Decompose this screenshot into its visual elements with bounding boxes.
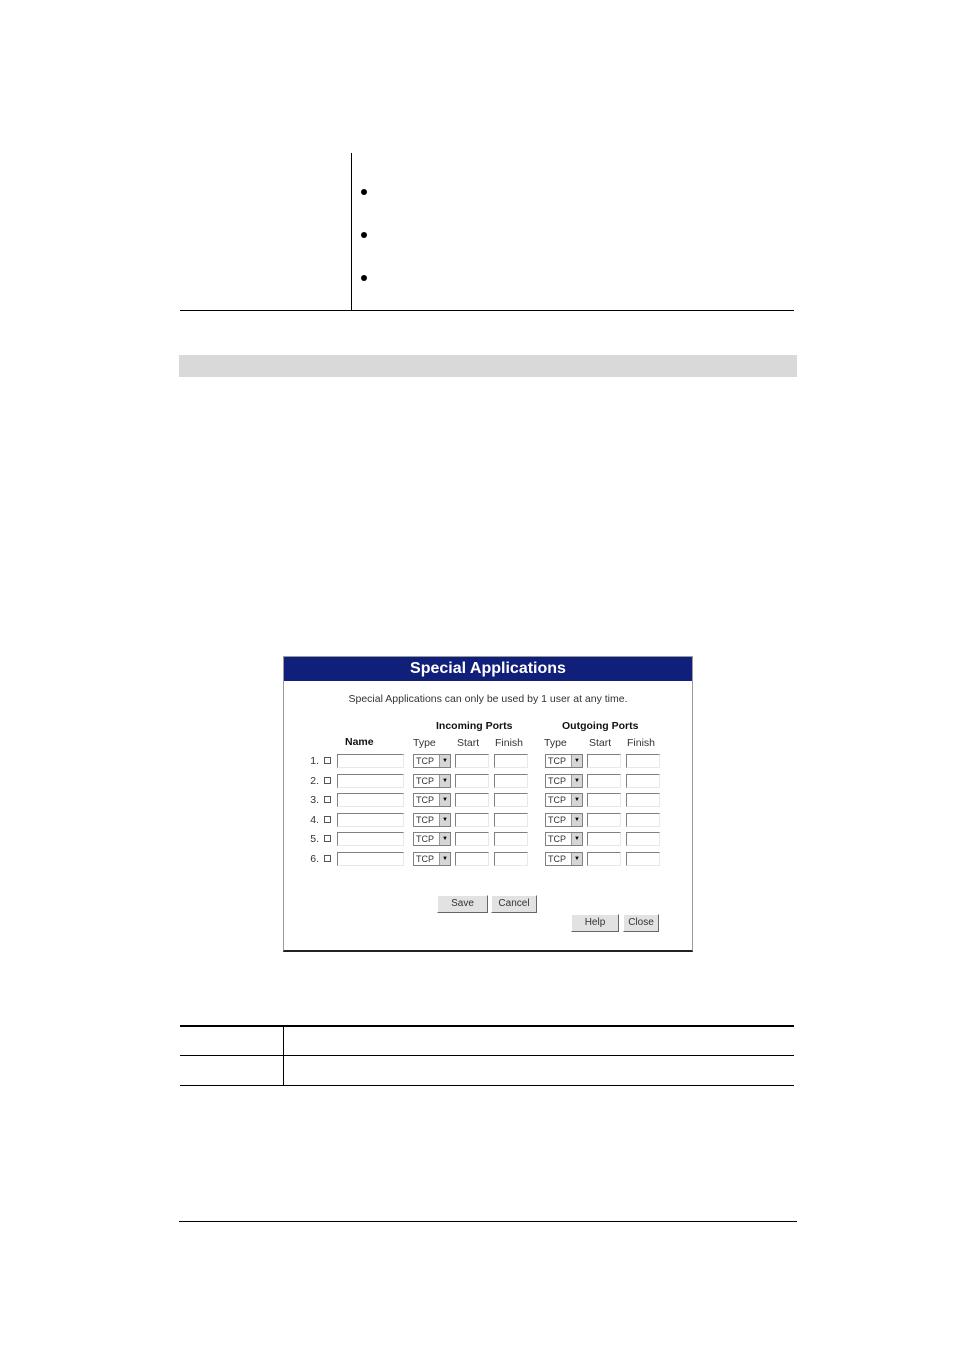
outgoing-type-select[interactable] <box>545 832 583 846</box>
incoming-finish-input[interactable] <box>494 754 528 768</box>
incoming-type-value: TCP <box>416 776 434 786</box>
row-number: 3. <box>310 794 319 806</box>
name-input[interactable] <box>337 813 404 827</box>
incoming-type-select[interactable] <box>413 754 451 768</box>
incoming-start-input[interactable] <box>455 754 489 768</box>
column-incoming-type: Type <box>413 737 436 749</box>
incoming-type-value: TCP <box>416 854 434 864</box>
name-input[interactable] <box>337 774 404 788</box>
outgoing-finish-input[interactable] <box>626 774 660 788</box>
bullet-item <box>361 232 367 238</box>
dropdown-arrow-icon: ▼ <box>439 755 450 767</box>
help-button[interactable]: Help <box>571 914 619 932</box>
table-top-rule <box>180 1025 794 1027</box>
table-row-rule <box>180 1055 794 1056</box>
enable-checkbox[interactable] <box>324 757 331 764</box>
outgoing-type-select[interactable] <box>545 793 583 807</box>
column-outgoing-finish: Finish <box>627 737 656 749</box>
name-input[interactable] <box>337 832 404 846</box>
outgoing-finish-input[interactable] <box>626 832 660 846</box>
incoming-start-input[interactable] <box>455 793 489 807</box>
outgoing-type-value: TCP <box>548 795 566 805</box>
close-button[interactable]: Close <box>623 914 659 932</box>
incoming-type-select[interactable] <box>413 832 451 846</box>
dropdown-arrow-icon: ▼ <box>439 853 450 865</box>
enable-checkbox[interactable] <box>324 855 331 862</box>
outgoing-type-select[interactable] <box>545 852 583 866</box>
section-heading-bar <box>179 355 797 377</box>
enable-checkbox[interactable] <box>324 816 331 823</box>
incoming-start-input[interactable] <box>455 832 489 846</box>
usage-note: Special Applications can only be used by 1 user at any time. <box>348 693 628 705</box>
dropdown-arrow-icon: ▼ <box>439 814 450 826</box>
outgoing-start-input[interactable] <box>587 813 621 827</box>
outgoing-start-input[interactable] <box>587 754 621 768</box>
dropdown-arrow-icon: ▼ <box>571 775 582 787</box>
row-number: 5. <box>310 833 319 845</box>
save-button[interactable]: Save <box>437 895 488 913</box>
outgoing-start-input[interactable] <box>587 793 621 807</box>
incoming-type-select[interactable] <box>413 813 451 827</box>
incoming-start-input[interactable] <box>455 813 489 827</box>
dropdown-arrow-icon: ▼ <box>439 833 450 845</box>
outgoing-type-select[interactable] <box>545 754 583 768</box>
table-bottom-rule <box>180 1085 794 1086</box>
column-incoming-start: Start <box>457 737 480 749</box>
incoming-type-select[interactable] <box>413 852 451 866</box>
enable-checkbox[interactable] <box>324 835 331 842</box>
outgoing-type-value: TCP <box>548 756 566 766</box>
footer-rule <box>179 1221 797 1222</box>
outgoing-type-value: TCP <box>548 854 566 864</box>
outgoing-finish-input[interactable] <box>626 754 660 768</box>
incoming-type-select[interactable] <box>413 793 451 807</box>
table-divider-vertical <box>283 1026 284 1085</box>
enable-checkbox[interactable] <box>324 777 331 784</box>
outgoing-type-value: TCP <box>548 834 566 844</box>
incoming-type-value: TCP <box>416 756 434 766</box>
column-name: Name <box>345 736 374 748</box>
row-number: 2. <box>310 775 319 787</box>
special-applications-panel <box>283 656 693 952</box>
incoming-type-value: TCP <box>416 834 434 844</box>
panel-title: Special Applications <box>284 657 692 681</box>
dropdown-arrow-icon: ▼ <box>571 794 582 806</box>
row-number: 1. <box>310 755 319 767</box>
incoming-type-value: TCP <box>416 795 434 805</box>
row-number: 6. <box>310 853 319 865</box>
table-bottom-rule <box>180 310 794 311</box>
outgoing-type-select[interactable] <box>545 774 583 788</box>
incoming-finish-input[interactable] <box>494 774 528 788</box>
dropdown-arrow-icon: ▼ <box>571 853 582 865</box>
name-input[interactable] <box>337 852 404 866</box>
incoming-start-input[interactable] <box>455 852 489 866</box>
outgoing-finish-input[interactable] <box>626 852 660 866</box>
enable-checkbox[interactable] <box>324 796 331 803</box>
outgoing-start-input[interactable] <box>587 852 621 866</box>
incoming-finish-input[interactable] <box>494 813 528 827</box>
outgoing-type-select[interactable] <box>545 813 583 827</box>
outgoing-finish-input[interactable] <box>626 793 660 807</box>
dropdown-arrow-icon: ▼ <box>571 755 582 767</box>
outgoing-start-input[interactable] <box>587 832 621 846</box>
row-number: 4. <box>310 814 319 826</box>
incoming-ports-header: Incoming Ports <box>436 720 513 732</box>
name-input[interactable] <box>337 793 404 807</box>
outgoing-start-input[interactable] <box>587 774 621 788</box>
outgoing-type-value: TCP <box>548 815 566 825</box>
outgoing-ports-header: Outgoing Ports <box>562 720 639 732</box>
incoming-type-select[interactable] <box>413 774 451 788</box>
column-incoming-finish: Finish <box>495 737 524 749</box>
incoming-finish-input[interactable] <box>494 832 528 846</box>
outgoing-type-value: TCP <box>548 776 566 786</box>
outgoing-finish-input[interactable] <box>626 813 660 827</box>
column-outgoing-start: Start <box>589 737 612 749</box>
incoming-finish-input[interactable] <box>494 793 528 807</box>
table-divider-vertical <box>351 153 352 311</box>
dropdown-arrow-icon: ▼ <box>439 775 450 787</box>
incoming-type-value: TCP <box>416 815 434 825</box>
dropdown-arrow-icon: ▼ <box>571 833 582 845</box>
name-input[interactable] <box>337 754 404 768</box>
bullet-item <box>361 275 367 281</box>
incoming-start-input[interactable] <box>455 774 489 788</box>
cancel-button[interactable]: Cancel <box>491 895 537 913</box>
dropdown-arrow-icon: ▼ <box>439 794 450 806</box>
dropdown-arrow-icon: ▼ <box>571 814 582 826</box>
column-outgoing-type: Type <box>544 737 567 749</box>
incoming-finish-input[interactable] <box>494 852 528 866</box>
bullet-item <box>361 189 367 195</box>
